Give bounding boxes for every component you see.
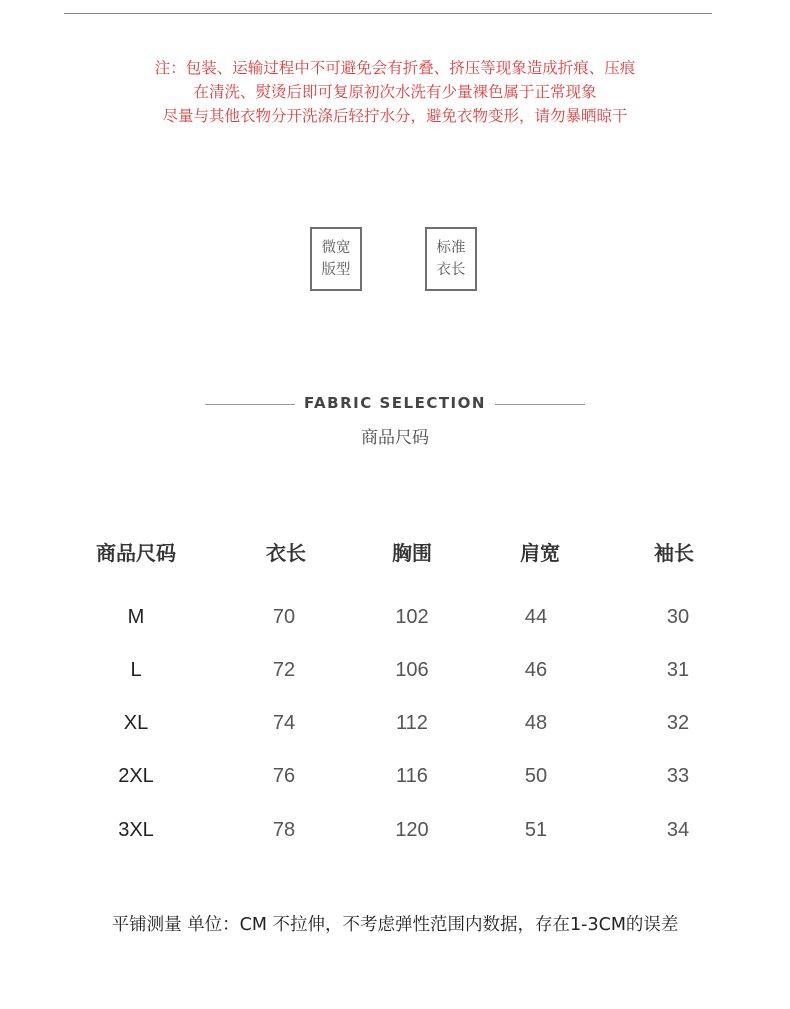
length-value: 74 [272,712,296,734]
shoulder-value: 51 [524,819,548,841]
shoulder-value: 50 [524,765,548,787]
header-shoulder: 肩宽 [520,541,560,565]
tag-line: 衣长 [436,262,466,278]
section-subtitle: 商品尺码 [361,428,429,448]
tag-line: 微宽 [321,240,351,256]
section-title: FABRIC SELECTION [304,394,486,412]
care-notice [0,56,790,128]
chest-value: 106 [395,659,429,681]
header-chest: 胸围 [392,541,432,565]
top-divider [64,13,712,14]
measurement-footnote: 平铺测量 单位：CM 不拉伸，不考虑弹性范围内数据，存在1-3CM的误差 [111,915,679,935]
length-value: 72 [272,659,296,681]
tag-line: 版型 [321,262,351,278]
shoulder-value: 48 [524,712,548,734]
fit-tag-slightly-wide [310,227,362,291]
care-notice-line-2: 在清洗、熨烫后即可复原初次水洗有少量裸色属于正常现象 [193,83,597,101]
header-length: 衣长 [266,541,306,565]
size-label: L [130,659,142,681]
tag-line: 标准 [436,240,466,256]
chest-value: 116 [396,765,428,787]
sleeve-value: 32 [666,712,690,734]
sleeve-value: 34 [666,819,690,841]
sleeve-value: 30 [666,606,690,628]
shoulder-value: 44 [524,606,548,628]
header-size: 商品尺码 [96,541,176,565]
sleeve-value: 31 [666,659,690,681]
chest-value: 102 [395,606,429,628]
size-label: M [127,606,145,628]
chest-value: 112 [396,712,428,734]
length-value: 78 [272,819,296,841]
length-value: 70 [272,606,296,628]
length-value: 76 [272,765,296,787]
shoulder-value: 46 [524,659,548,681]
size-label: XL [123,712,149,734]
care-notice-line-3: 尽量与其他衣物分开洗涤后轻拧水分，避免衣物变形，请勿暴晒晾干 [162,107,628,125]
sleeve-value: 33 [666,765,690,787]
fit-tag-standard-length [425,227,477,291]
section-divider-right [495,404,585,405]
care-notice-line-1: 注：包装、运输过程中不可避免会有折叠、挤压等现象造成折痕、压痕 [154,59,636,77]
chest-value: 120 [395,819,429,841]
size-label: 2XL [118,765,154,787]
size-label: 3XL [118,819,154,841]
header-sleeve: 袖长 [654,541,694,565]
